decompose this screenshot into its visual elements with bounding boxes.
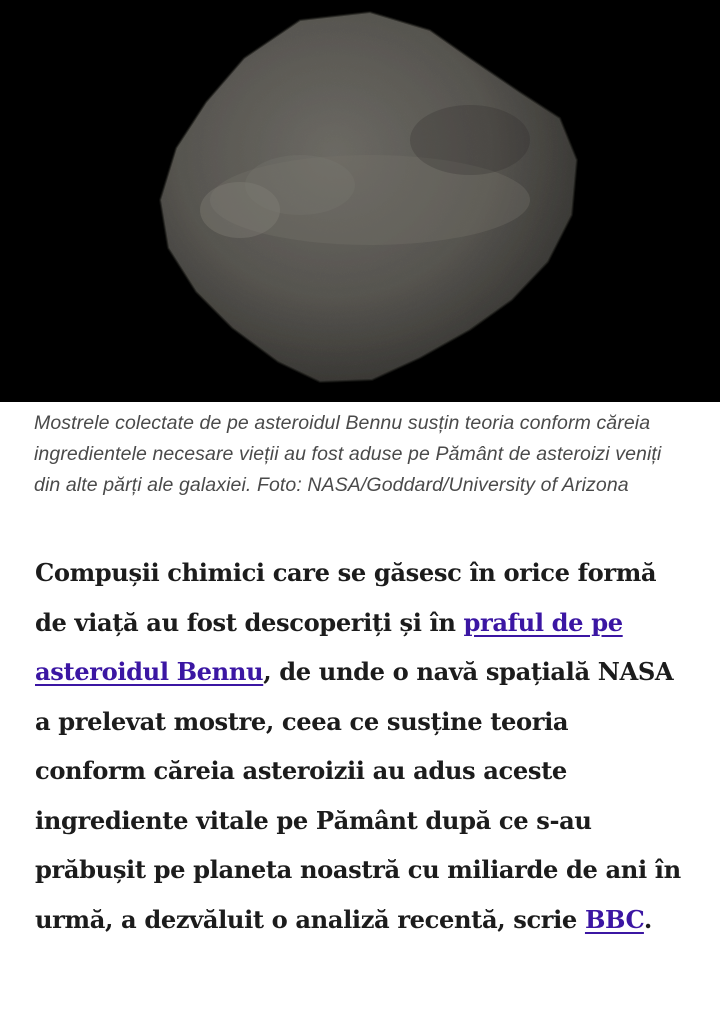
article-text-part: Compușii chimici care se găsesc în orice formă de viață au fost descoperiți și în: [35, 558, 657, 637]
article-paragraph: [0, 501, 720, 944]
article-text-part: , de unde o navă spațială NASA a prelevat mostre, ceea ce susține teoria conform căreia asteroizii au adus aceste ingrediente vitale pe Pământ după ce s-au prăbușit pe planeta noastră cu miliarde de ani în urmă, a dezvăluit o analiză recentă, scrie: [35, 657, 681, 934]
asteroid-photo: [0, 0, 720, 402]
image-caption: Mostrele colectate de pe asteroidul Bennu susțin teoria conform căreia ingredientele necesare vieții au fost aduse pe Pământ de asteroizi veniți din alte părți ale galaxiei. Foto: NASA/Goddard/University of Arizona: [34, 412, 662, 496]
bennu-dust-link[interactable]: praful de pe asteroidul Bennu: [35, 607, 623, 686]
article-text-part: .: [643, 904, 652, 934]
asteroid-bennu-image: [0, 0, 720, 402]
bbc-source-link[interactable]: BBC: [584, 904, 644, 934]
